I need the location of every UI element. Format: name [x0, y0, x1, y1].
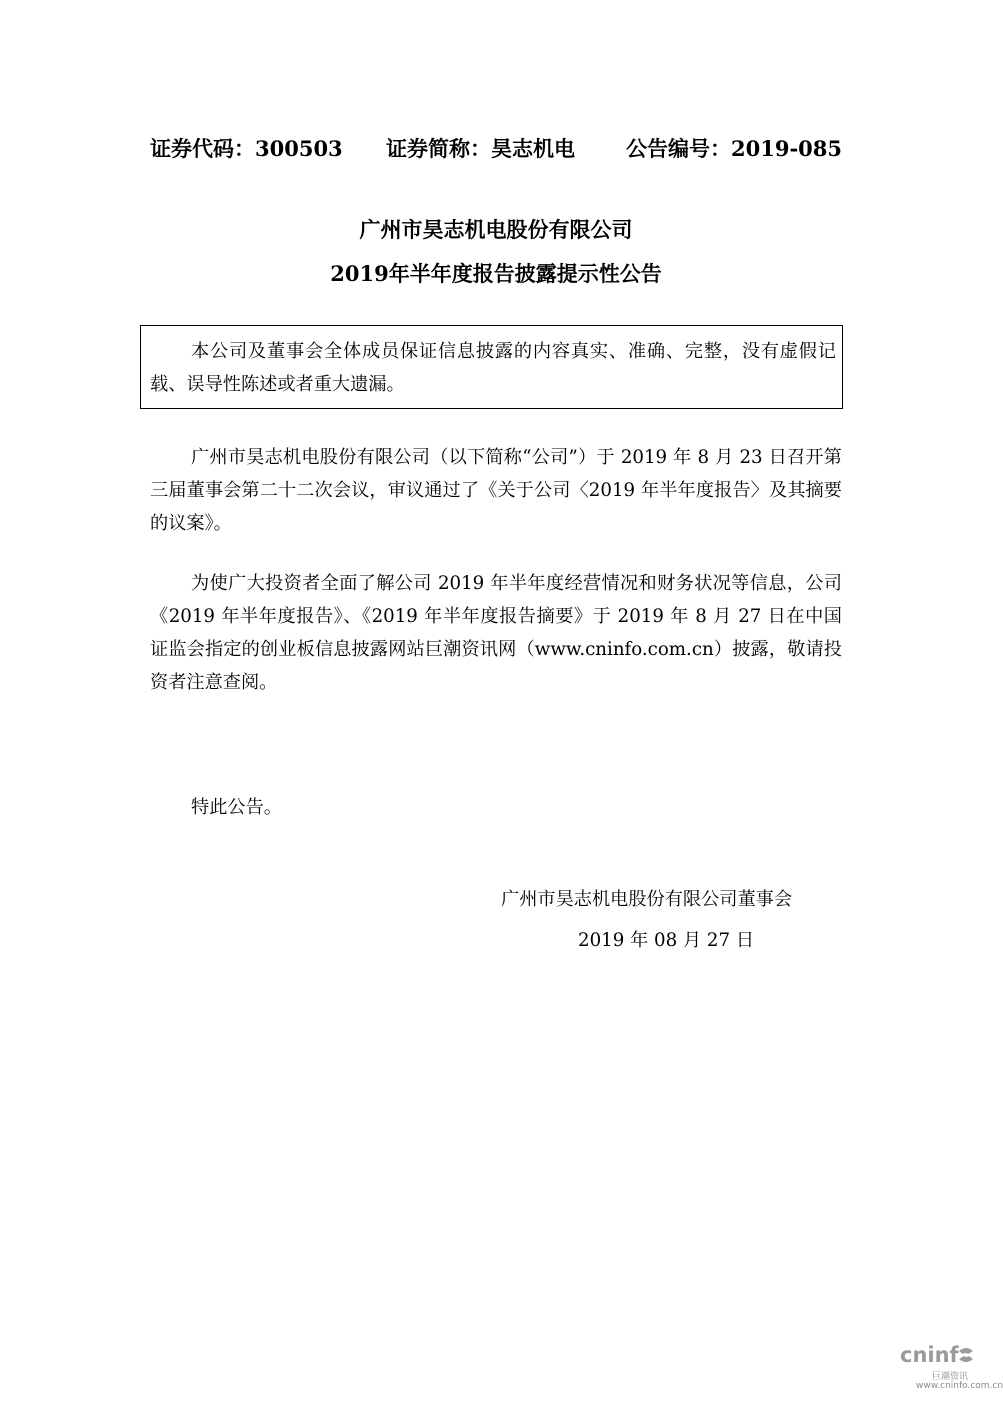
- watermark-brand: cninf: [900, 1343, 959, 1367]
- stock-code: 证券代码：300503: [150, 136, 343, 161]
- signature-date: 2019 年 08 月 27 日: [578, 930, 755, 951]
- disclaimer-text: 本公司及董事会全体成员保证信息披露的内容真实、准确、完整，没有虚假记载、误导性陈述或者重大遗漏。: [150, 341, 836, 395]
- body-paragraph-1: 广州市昊志机电股份有限公司（以下简称“公司”）于 2019 年 8 月 23 日召开第三届董事会第二十二次会议，审议通过了《关于公司〈2019 年半年度报告〉及其摘要的议案》。: [150, 447, 842, 534]
- announcement-title: 2019年半年度报告披露提示性公告: [330, 261, 662, 286]
- closing-statement: 特此公告。: [191, 797, 282, 818]
- disclaimer-box: [140, 325, 843, 409]
- cninfo-logo-icon: [956, 1345, 976, 1365]
- company-title: 广州市昊志机电股份有限公司: [359, 217, 633, 242]
- notice-number: 公告编号：2019-085: [626, 136, 842, 161]
- body-paragraph-2: 为使广大投资者全面了解公司 2019 年半年度经营情况和财务状况等信息，公司《2019 年半年度报告》、《2019 年半年度报告摘要》于 2019 年 8 月 27 日在中国证监会指定的创业板信息披露网站巨潮资讯网（www.cninfo.com.cn）披露，敬请投资者注意查阅。: [150, 573, 842, 693]
- cninfo-watermark: [890, 1341, 1003, 1393]
- stock-name: 证券简称：昊志机电: [386, 136, 575, 161]
- watermark-sub: 巨潮资讯: [932, 1372, 969, 1382]
- header-line: [150, 132, 842, 166]
- watermark-url: www.cninfo.com.cn: [916, 1381, 1003, 1391]
- signature-company: 广州市昊志机电股份有限公司董事会: [501, 889, 793, 910]
